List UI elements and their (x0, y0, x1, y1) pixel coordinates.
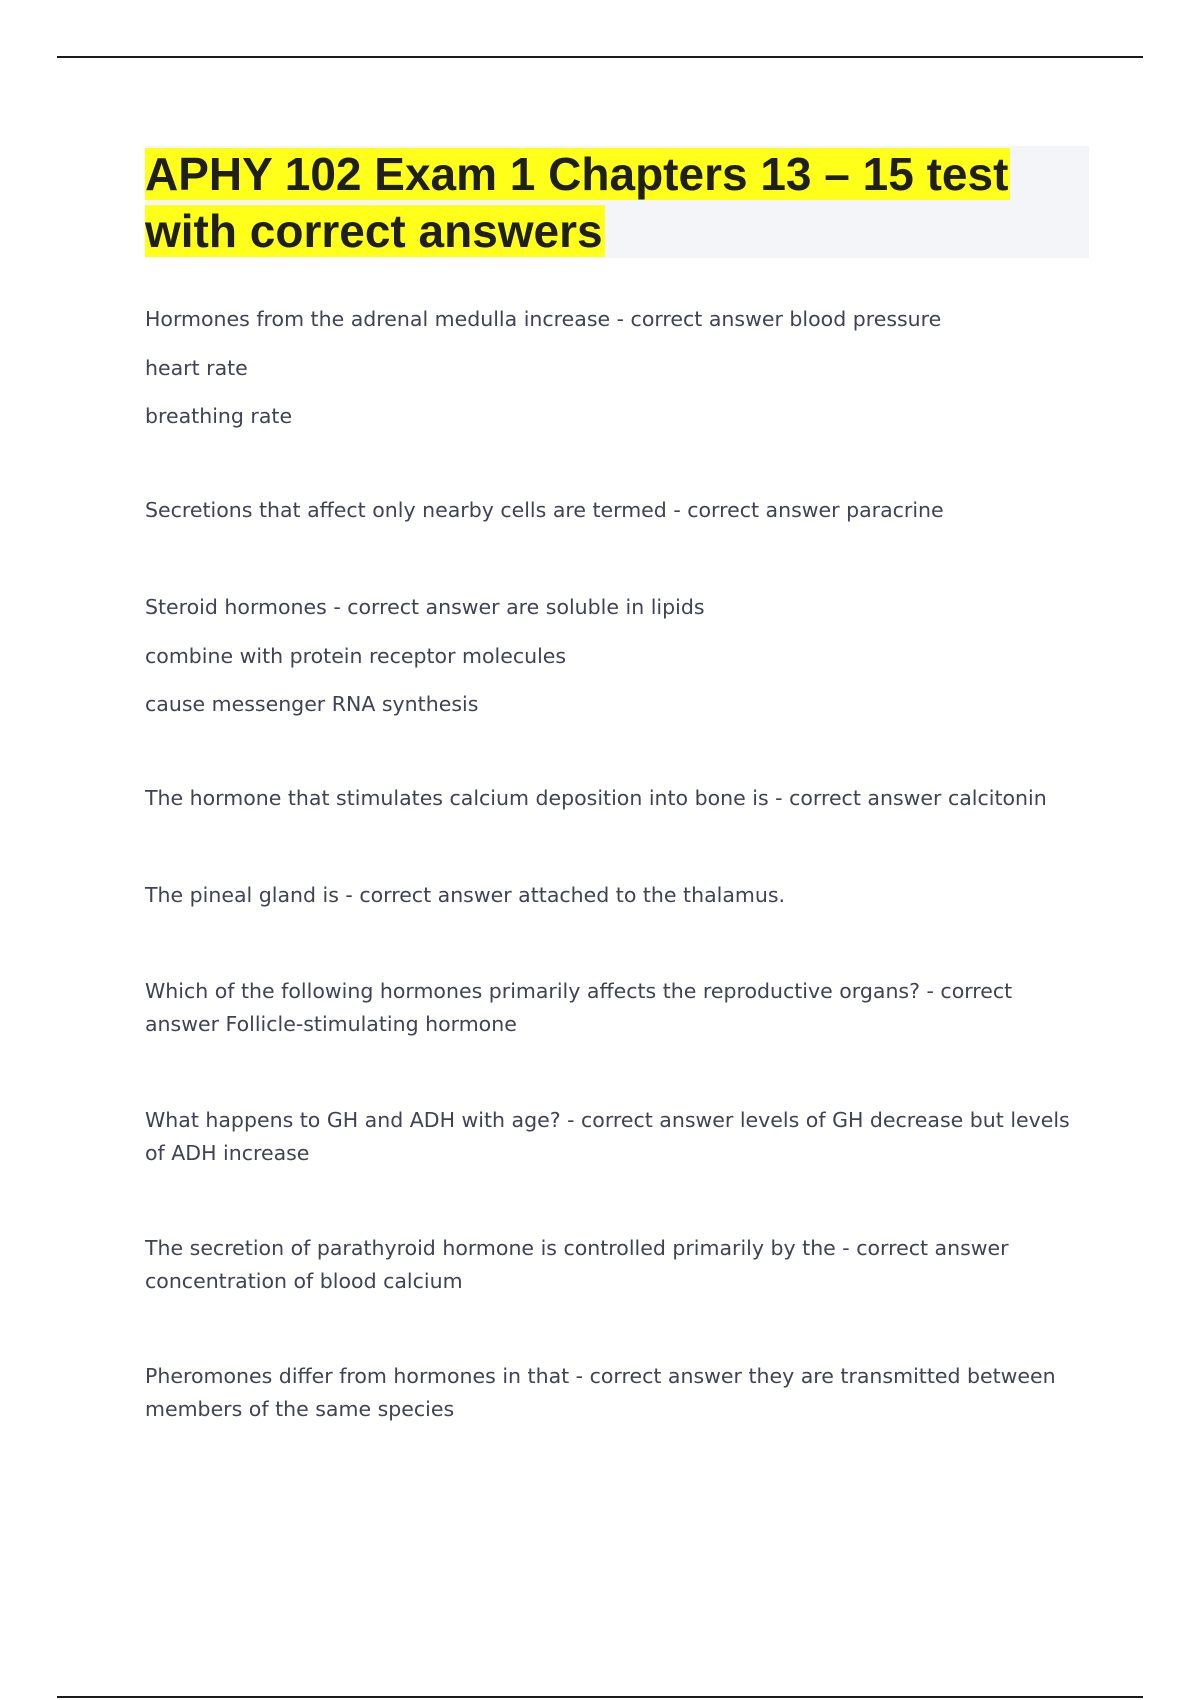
answer-line: heart rate (145, 355, 248, 380)
qa-item (145, 494, 1075, 527)
qa-item (145, 1104, 1075, 1169)
title-highlight: APHY 102 Exam 1 Chapters 13 – 15 test with correct answers (145, 148, 1009, 257)
question-line: The secretion of parathyroid hormone is controlled primarily by the - correct answer concentration of blood calcium (145, 1236, 1009, 1293)
answer-line: cause messenger RNA synthesis (145, 692, 479, 716)
qa-item (145, 975, 1075, 1040)
title-block (145, 146, 1089, 258)
qa-item (145, 1360, 1075, 1425)
qa-item (145, 303, 1075, 433)
question-line: Secretions that affect only nearby cells are termed - correct answer paracrine (145, 498, 944, 522)
header-rule (57, 56, 1143, 58)
document-title (145, 146, 1075, 260)
qa-item (145, 591, 1075, 721)
footer-rule (57, 1696, 1143, 1698)
answer-line: breathing rate (145, 404, 293, 428)
question-line: The pineal gland is - correct answer attached to the thalamus. (145, 883, 786, 907)
qa-item (145, 1232, 1075, 1297)
answer-line: combine with protein receptor molecules (145, 643, 567, 668)
qa-item (145, 782, 1075, 815)
question-line: Which of the following hormones primarily affects the reproductive organs? - correct answer Follicle-stimulating hormone (145, 979, 1013, 1036)
question-line: The hormone that stimulates calcium deposition into bone is - correct answer calcitonin (145, 786, 1047, 810)
qa-item (145, 879, 1075, 912)
question-line: Pheromones differ from hormones in that - correct answer they are transmitted between members of the same species (145, 1364, 1056, 1421)
question-line: What happens to GH and ADH with age? - correct answer levels of GH decrease but levels of ADH increase (145, 1108, 1070, 1165)
question-line: Hormones from the adrenal medulla increase - correct answer blood pressure (145, 307, 942, 331)
question-line: Steroid hormones - correct answer are soluble in lipids (145, 595, 705, 619)
